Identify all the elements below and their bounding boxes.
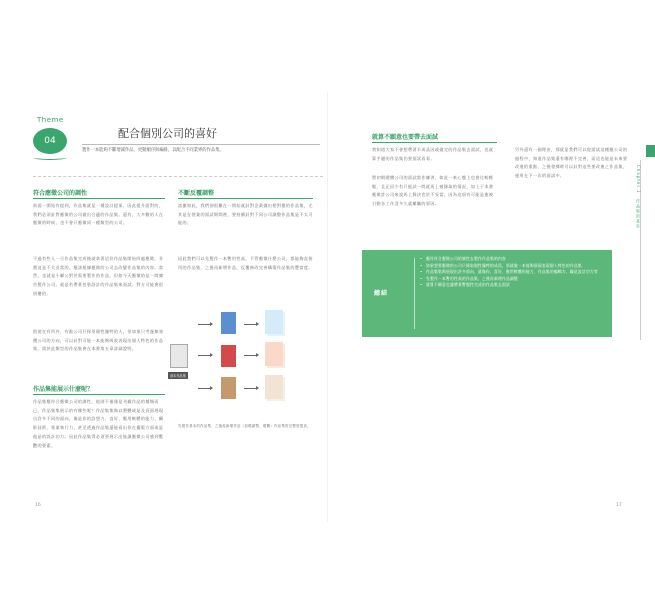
summary-label: 總結: [374, 290, 389, 297]
paragraph: 不過有些人一旦作品集完成後就拿著這份作品集開始四處應徵，肯費這是不太妥當的。應該根據應徵的公司去改變作品集的內容。當然，也就是小聯公對於需要製作的作品，但如今天應徵的是一間廣告製作公司，就是若帶著包裝設計的作品集來面試，對方可能會很困擾的。: [33, 256, 164, 296]
red-portfolio-sheet: [221, 345, 236, 367]
figure-caption: 先製作基本的作品集，之後再新增作品（加碼調整、增刪）作品集的完整度提高。: [178, 424, 311, 429]
section-heading: 符合應徵公司的調性: [33, 190, 88, 197]
arrow-icon: [198, 324, 212, 325]
section-heading: 就算不願意也要帶去面試: [372, 134, 439, 141]
theme-swoosh-decoration: [33, 155, 67, 160]
expanded-blue-portfolio: [265, 310, 283, 334]
section-heading: 作品集能展示什麼呢？: [33, 386, 94, 393]
paragraph: 作品集應符合應徵公司的調性，他則不僅僅是刊載作品的種類而已。作品集集展示的有哪些呢？作品集集夠以塑體或是及頁面展現出許多不同的面向，像是你的設想力、直好、應用軟體的能力、攝影技術、專業執行力，甚至透過作品集還能看出你在擺版方面或是他是的設計功力。因此作品集得必須要展示出能讓應徵公司感到驚艷的要素。: [33, 399, 164, 448]
paragraph: 我知道大家不會想帶著半成品因或做完的作品集去面試，也就算手邊的作品集仍要面試看看。: [372, 147, 494, 161]
arrow-icon: [244, 324, 258, 325]
base-portfolio-sheet: [170, 344, 188, 368]
heading-underline: [33, 394, 165, 395]
book-gutter: [327, 92, 328, 522]
summary-item: • 作品集集夠展現出許多面向，就像你，喜好，應用軟體的能力，作品集的編輯力、職是設計功力等: [420, 269, 608, 276]
tan-portfolio-sheet: [221, 377, 236, 399]
arrow-icon: [244, 388, 258, 389]
right-page: [332, 92, 642, 522]
summary-item: • 先製作一本暫用性高的作品集，之後再新增作品調整: [420, 276, 608, 283]
paragraph: 假使在有所外，有點公司只採用個性獨特的人，但如果只考慮無效體公司的方向，可以針對可能一本能夠吸收表現出個人特色的作品集，需於此類型的作品集會在本書第五章詳細說明。: [33, 329, 164, 352]
heading-underline: [372, 142, 497, 143]
blue-portfolio-sheet: [221, 312, 236, 334]
summary-box: [362, 250, 612, 337]
page-number: 16: [35, 503, 41, 508]
paragraph: 另外還有一個理由，那就是我們可以從面試這種應公司的過程中，知道作品集還有哪裡不完善，而這也能是未來要改進的重點，之後發揮時可以針對這些要改進之作品集，運用在下一次的面試中。: [515, 147, 628, 179]
page-number: 17: [616, 503, 622, 508]
left-page: [23, 92, 325, 522]
summary-item: • 就算不願意也讓帶著暫態性完成的作品集去面試: [420, 282, 608, 289]
heading-underline: [33, 198, 165, 199]
paragraph: 將初期總體公司的面試當作練習，如此一來心態上也會比較輕鬆，且正因少有只能試一間就馬上被錄取的情況，加上于本書應徵許公司來說馬上錄決也於不妥當，因為這項有可能是進被引動各工作沒多久就離職的原因。: [372, 175, 494, 207]
paragraph: 前面一開始有提到，作品集就是一種設計提案。因此提升面對的，我們必須針對應徵的公司做出合適的作品集。還有，大多數的人在應徵的時候，也不會只應徵同一種類型的公司。: [33, 203, 164, 226]
arrow-icon: [198, 355, 212, 356]
section-heading: 不斷反覆調整: [178, 190, 215, 197]
summary-item: • 如果想要應徵的公司只錄取個性獨特的成員，那就做一本能夠展現表現個人特色的作品集: [420, 263, 608, 270]
page-title: 配合個別公司的喜好: [118, 127, 217, 140]
summary-list: [420, 256, 608, 289]
arrow-icon: [244, 355, 258, 356]
theme-label: Theme: [37, 116, 64, 124]
portfolio-diagram: [168, 302, 318, 407]
expanded-tan-portfolio: [265, 375, 283, 399]
title-rule: [82, 144, 320, 145]
page-subtitle: 製作一本能夠不斷增減作品、更動順序與編排，以配合不同業界的作品集。: [82, 148, 224, 153]
theme-number-badge: 04: [33, 128, 67, 154]
summary-item: • 應符符合應徵公司的調性去製作作品集的內容: [420, 256, 608, 263]
section-divider: [33, 176, 323, 177]
figure-tag: 基本作品集: [170, 374, 186, 378]
summary-divider: [414, 258, 415, 329]
paragraph: 話雖如此，我們卻很難在一開始就針對企業做出相對應的作品集，尤其是在替業的面試期間裡，要持續針對不同公司調整作品集是不太可能的。: [178, 203, 313, 226]
chapter-tab: [646, 145, 655, 157]
paragraph: 因此我們可以先製作一本暫用性高，不管應徵什麼公司，都能夠直接用的作品集，之後再新增作品，反覆修改完善構築作品集的豐富度。: [178, 256, 313, 270]
arrow-icon: [198, 388, 212, 389]
heading-underline: [178, 198, 313, 199]
side-chapter-label: Chapter 1 作品集的基本: [636, 165, 641, 229]
expanded-red-portfolio: [265, 342, 283, 366]
